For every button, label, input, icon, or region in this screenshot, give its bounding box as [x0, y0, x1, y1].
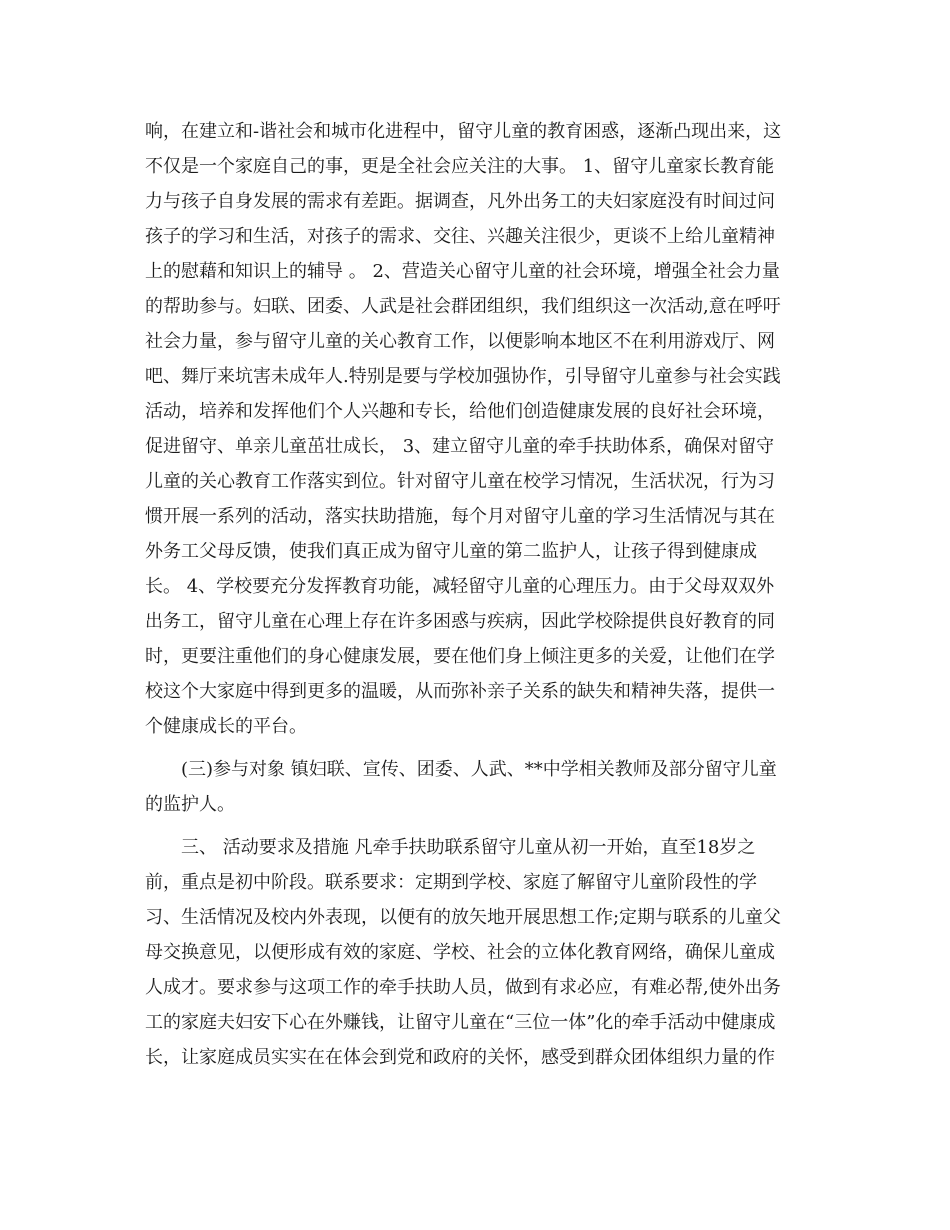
text-line: 出务工，留守儿童在心理上存在许多困惑与疾病，因此学校除提供良好教育的同	[145, 611, 775, 632]
text-line: 习、生活情况及校内外表现，以便有的放矢地开展思想工作;定期与联系的儿童父	[145, 907, 782, 928]
text-line: 长，让家庭成员实实在在体会到党和政府的关怀，感受到群众团体组织力量的作	[145, 1047, 775, 1068]
text-line: 长。 4、学校要充分发挥教育功能，减轻留守儿童的心理压力。由于父母双双外	[145, 576, 775, 597]
text-line: 促进留守、单亲儿童茁壮成长， 3、建立留守儿童的牵手扶助体系，确保对留守	[145, 436, 775, 457]
text-line: 母交换意见，以便形成有效的家庭、学校、社会的立体化教育网络，确保儿童成	[145, 942, 775, 963]
text-line: 时，更要注重他们的身心健康发展，要在他们身上倾注更多的关爱，让他们在学	[145, 646, 775, 667]
text-line: 响，在建立和-谐社会和城市化进程中，留守儿童的教育困惑，逐渐凸现出来，这	[145, 121, 782, 142]
text-line: 人成才。要求参与这项工作的牵手扶助人员，做到有求必应，有难必帮,使外出务	[145, 977, 781, 998]
text-line: 孩子的学习和生活，对孩子的需求、交往、兴趣关注很少，更谈不上给儿童精神	[145, 226, 775, 247]
text-line: 力与孩子自身发展的需求有差距。据调查，凡外出务工的夫妇家庭没有时间过问	[145, 191, 775, 212]
text-line: 前，重点是初中阶段。联系要求：定期到学校、家庭了解留守儿童阶段性的学	[145, 872, 757, 893]
document-body	[145, 114, 810, 1075]
text-line: 吧、舞厅来坑害未成年人.特别是要与学校加强协作，引导留守儿童参与社会实践	[145, 366, 781, 387]
paragraph-spacer	[145, 744, 810, 752]
text-line: (三)参与对象 镇妇联、宣传、团委、人武、**中学相关教师及部分留守儿童	[181, 759, 777, 780]
paragraph-spacer	[145, 822, 810, 830]
text-line: 不仅是一个家庭自己的事，更是全社会应关注的大事。 1、留守儿童家长教育能	[145, 156, 775, 177]
paragraph-1	[145, 114, 810, 744]
text-line: 的帮助参与。妇联、团委、人武是社会群团组织，我们组织这一次活动,意在呼吁	[145, 296, 781, 317]
paragraph-2	[145, 752, 810, 822]
text-line: 外务工父母反馈，使我们真正成为留守儿童的第二监护人，让孩子得到健康成	[145, 541, 757, 562]
text-line: 校这个大家庭中得到更多的温暖，从而弥补亲子关系的缺失和精神失落，提供一	[145, 681, 775, 702]
text-line: 工的家庭夫妇安下心在外赚钱，让留守儿童在“三位一体”化的牵手活动中健康成	[145, 1012, 776, 1033]
text-line: 活动，培养和发挥他们个人兴趣和专长，给他们创造健康发展的良好社会环境，	[145, 401, 775, 422]
text-line: 上的慰藉和知识上的辅导 。 2、营造关心留守儿童的社会环境，增强全社会力量	[145, 261, 780, 282]
text-line: 惯开展一系列的活动，落实扶助措施，每个月对留守儿童的学习生活情况与其在	[145, 506, 775, 527]
text-line: 的监护人。	[145, 794, 235, 815]
text-line: 三、 活动要求及措施 凡牵手扶助联系留守儿童从初一开始，直至18岁之	[181, 837, 756, 858]
paragraph-3	[145, 830, 810, 1075]
text-line: 儿童的关心教育工作落实到位。针对留守儿童在校学习情况，生活状况，行为习	[145, 471, 775, 492]
text-line: 个健康成长的平台。	[145, 716, 307, 737]
text-line: 社会力量，参与留守儿童的关心教育工作，以便影响本地区不在利用游戏厅、网	[145, 331, 775, 352]
